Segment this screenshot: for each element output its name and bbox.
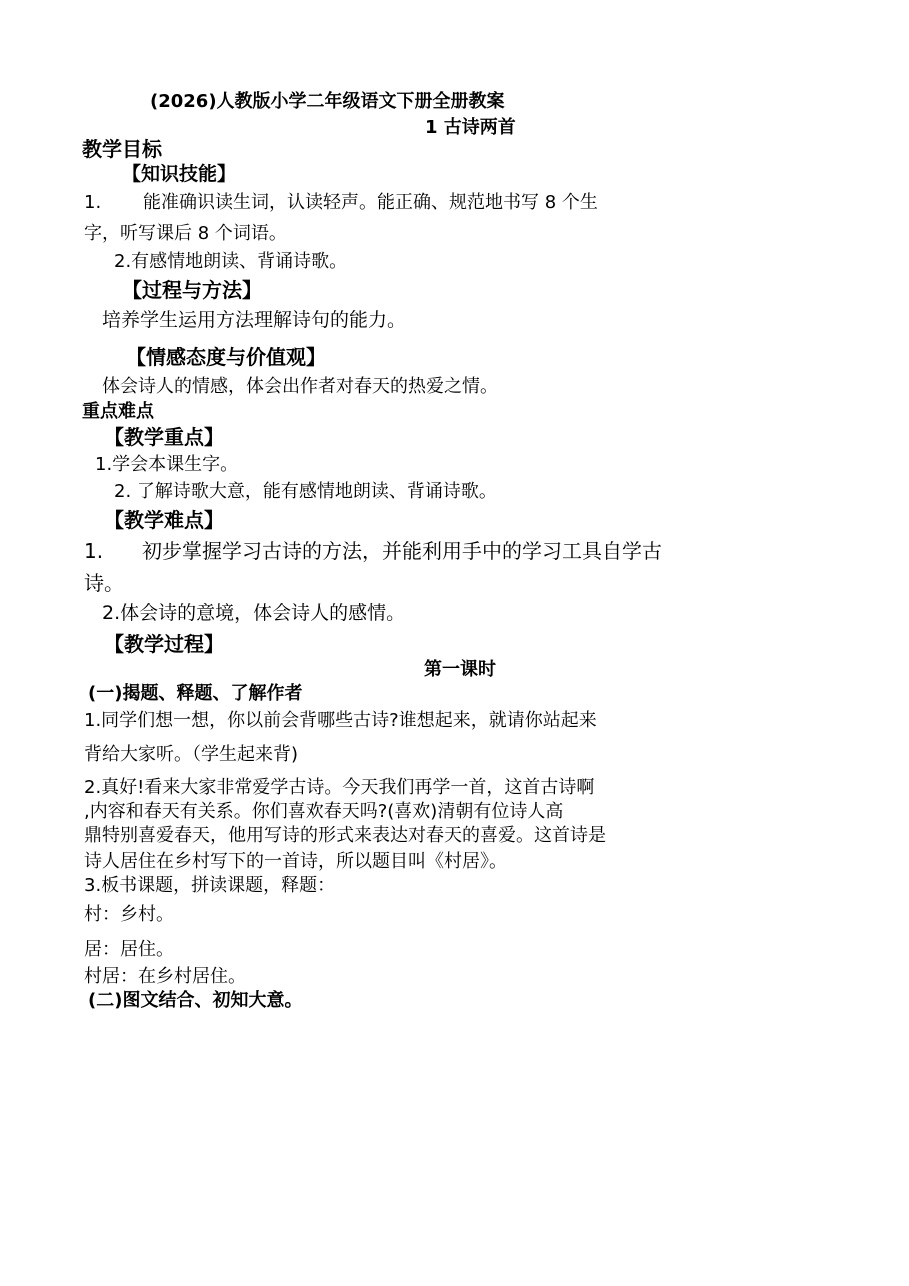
heading-part-1: (一)揭题、释题、了解作者	[88, 683, 303, 704]
heading-teaching-difficulty: 【教学难点】	[104, 508, 224, 532]
lesson-title: 1 古诗两首	[425, 117, 516, 138]
difficulty-item-2: 2.体会诗的意境，体会诗人的感情。	[102, 602, 406, 624]
heading-teaching-process: 【教学过程】	[104, 632, 224, 656]
focus-item-1: 1.学会本课生字。	[95, 454, 239, 475]
heading-first-class: 第一课时	[424, 659, 496, 680]
knowledge-item-1-line1: 能准确识读生词，认读轻声。能正确、规范地书写 8 个生	[143, 192, 598, 213]
definition-cun: 村：乡村。	[84, 904, 174, 925]
paragraph-2-line2: ,内容和春天有关系。你们喜欢春天吗?(喜欢)清朝有位诗人高	[84, 801, 564, 822]
heading-teaching-focus: 【教学重点】	[104, 425, 224, 449]
definition-ju: 居：居住。	[84, 939, 174, 960]
paragraph-2-line4: 诗人居住在乡村写下的一首诗，所以题目叫《村居》。	[84, 851, 507, 872]
knowledge-item-1-line2: 字，听写课后 8 个词语。	[84, 223, 287, 244]
difficulty-item-1-number: 1.	[84, 539, 104, 563]
paragraph-3: 3.板书课题，拼读课题，释题：	[84, 875, 336, 896]
heading-emotion: 【情感态度与价值观】	[126, 345, 326, 369]
process-method-text: 培养学生运用方法理解诗句的能力。	[102, 309, 407, 331]
heading-knowledge: 【知识技能】	[122, 163, 237, 185]
paragraph-1-line1: 1.同学们想一想，你以前会背哪些古诗?谁想起来，就请你站起来	[84, 710, 597, 731]
knowledge-item-1-number: 1.	[84, 192, 102, 213]
heading-part-2: (二)图文结合、初知大意。	[88, 990, 303, 1011]
heading-goals: 教学目标	[82, 137, 162, 161]
heading-key-points: 重点难点	[82, 401, 154, 422]
focus-item-2: 2. 了解诗歌大意，能有感情地朗读、背诵诗歌。	[114, 481, 497, 502]
paragraph-2-line3: 鼎特别喜爱春天，他用写诗的形式来表达对春天的喜爱。这首诗是	[84, 825, 606, 846]
emotion-text: 体会诗人的情感，体会出作者对春天的热爱之情。	[102, 376, 498, 397]
knowledge-item-2: 2.有感情地朗读、背诵诗歌。	[114, 251, 348, 272]
definition-cunju: 村居：在乡村居住。	[84, 966, 246, 987]
document-title: (2026)人教版小学二年级语文下册全册教案	[150, 91, 505, 112]
difficulty-item-1-line1: 初步掌握学习古诗的方法，并能利用手中的学习工具自学古	[142, 539, 662, 563]
heading-process-method: 【过程与方法】	[122, 278, 262, 302]
paragraph-2-line1: 2.真好!看来大家非常爱学古诗。今天我们再学一首，这首古诗啊	[84, 777, 595, 798]
difficulty-item-1-line2: 诗。	[84, 571, 124, 595]
paragraph-1-line2: 背给大家听。（学生起来背)	[84, 744, 299, 765]
